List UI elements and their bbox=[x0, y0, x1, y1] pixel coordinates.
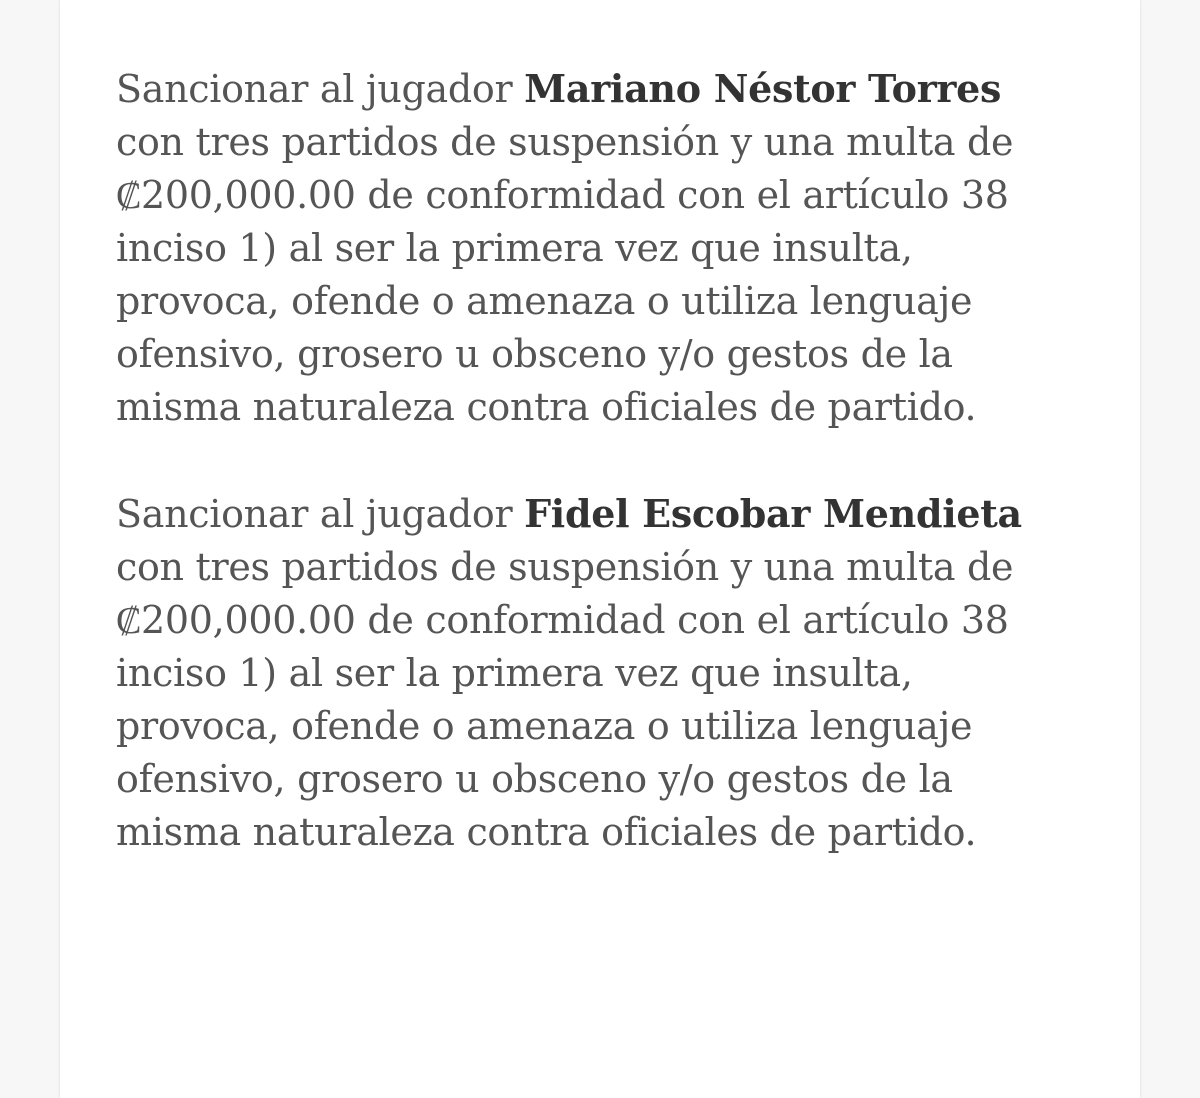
sanction-text-line: ofensivo, grosero u obsceno y/o gestos de la bbox=[116, 332, 953, 376]
sanction-text-line: provoca, ofende o amenaza o utiliza lenguaje bbox=[116, 279, 973, 323]
sanction-text-line: con tres partidos de suspensión y una multa de bbox=[116, 545, 1014, 589]
article-card bbox=[60, 0, 1140, 1098]
sanction-text-line: ₡200,000.00 de conformidad con el artículo 38 bbox=[116, 173, 1009, 217]
player-name: Mariano Néstor Torres bbox=[524, 66, 1002, 111]
sanction-text-line: misma naturaleza contra oficiales de partido. bbox=[116, 385, 977, 429]
sanction-prefix: Sancionar al jugador bbox=[116, 492, 525, 536]
sanction-text-line: ₡200,000.00 de conformidad con el artículo 38 bbox=[116, 598, 1009, 642]
sanction-text-line: ofensivo, grosero u obsceno y/o gestos de la bbox=[116, 757, 953, 801]
sanction-text-line: inciso 1) al ser la primera vez que insulta, bbox=[116, 226, 913, 270]
sanction-text-line: inciso 1) al ser la primera vez que insulta, bbox=[116, 651, 913, 695]
sanction-prefix: Sancionar al jugador bbox=[116, 67, 525, 111]
sanction-text-line: provoca, ofende o amenaza o utiliza lenguaje bbox=[116, 704, 973, 748]
sanction-text-line: misma naturaleza contra oficiales de partido. bbox=[116, 810, 977, 854]
sanction-paragraph-1 bbox=[116, 62, 1116, 434]
sanction-text-line: con tres partidos de suspensión y una multa de bbox=[116, 120, 1014, 164]
article-body bbox=[116, 62, 1116, 912]
sanction-paragraph-2 bbox=[116, 487, 1116, 859]
player-name: Fidel Escobar Mendieta bbox=[524, 491, 1022, 536]
